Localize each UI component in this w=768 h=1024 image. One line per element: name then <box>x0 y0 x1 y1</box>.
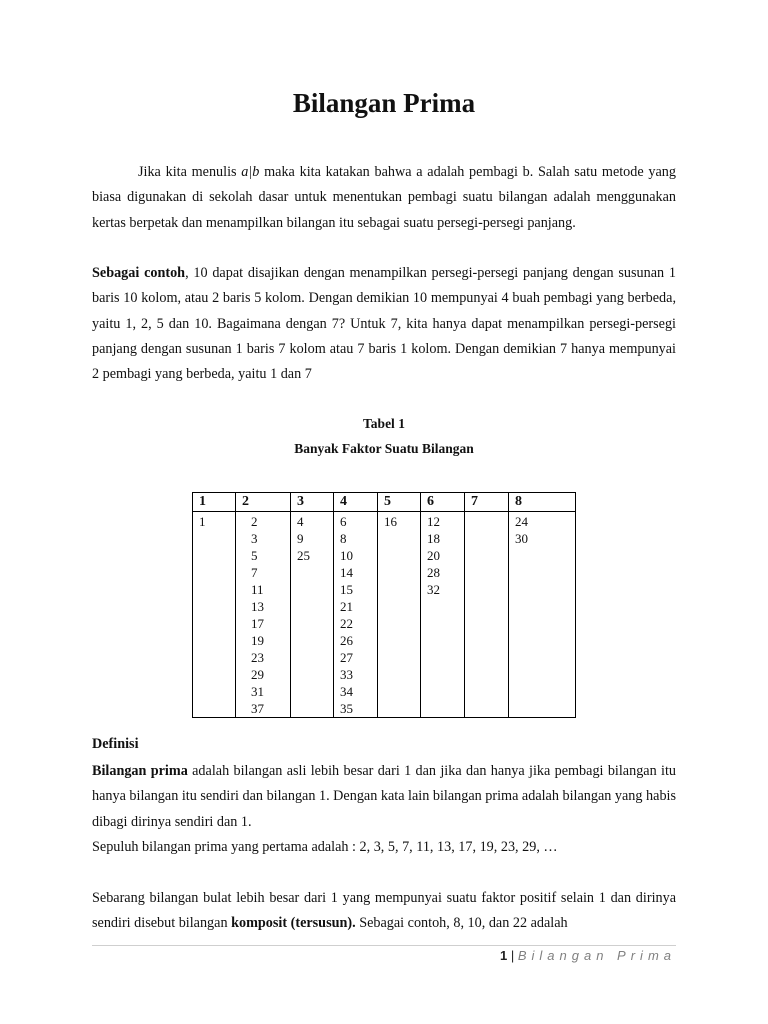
table-cell-value: 26 <box>340 633 353 648</box>
table-cell-value: 14 <box>340 565 353 580</box>
table-header-cell: 2 <box>236 493 291 512</box>
definition-heading: Definisi <box>92 736 139 752</box>
table-cell-value: 24 <box>515 514 528 529</box>
table-cell-value: 1 <box>199 514 206 529</box>
table-cell-value: 17 <box>251 616 264 631</box>
definition-term: Bilangan prima <box>92 763 188 779</box>
table-column-cell <box>291 512 334 718</box>
table-cell-value: 16 <box>384 514 397 529</box>
table-cell-value: 10 <box>340 548 353 563</box>
divides-notation: a|b <box>241 164 260 180</box>
table-cell-value: 11 <box>251 582 264 597</box>
table-column-cell <box>465 512 509 718</box>
page-footer <box>500 948 676 963</box>
table-cell-value: 32 <box>427 582 440 597</box>
page-number: 1 <box>500 948 508 963</box>
table-header-row <box>193 493 576 512</box>
factor-count-table <box>192 492 576 718</box>
table-cell-value: 33 <box>340 667 353 682</box>
example-text: , 10 dapat disajikan dengan menampilkan persegi-persegi panjang dengan susunan 1 baris 10 kolom, atau 2 baris 5 kolom. Dengan demikian 10 mempunyai 4 buah pembagi yang berbeda, yaitu 1, 2, 5 dan 10. Bagaimana dengan 7? Untuk 7, kita hanya dapat menampilkan persegi-persegi panjang dengan susunan 1 baris 7 kolom atau 7 baris 1 kolom. Dengan demikian 7 hanya mempunyai 2 pembagi yang berbeda, yaitu 1 dan 7 <box>92 265 676 383</box>
table-cell-value: 31 <box>251 684 264 699</box>
intro-paragraph <box>92 160 676 236</box>
footer-divider <box>92 945 676 946</box>
table-cell-value: 18 <box>427 531 440 546</box>
table-cell-value: 27 <box>340 650 353 665</box>
intro-lead: Jika kita menulis <box>138 164 242 180</box>
table-header-cell: 6 <box>421 493 465 512</box>
table-cell-value: 3 <box>251 531 258 546</box>
table-cell-value: 21 <box>340 599 353 614</box>
table-column-cell <box>193 512 236 718</box>
table-label: Tabel 1 <box>363 416 405 431</box>
table-column-cell <box>378 512 421 718</box>
table-cell-value: 6 <box>340 514 347 529</box>
table-cell-value: 30 <box>515 531 528 546</box>
intro-rest: maka kita katakan bahwa a adalah pembagi b. Salah satu metode yang biasa digunakan di sekolah dasar untuk menentukan pembagi suatu bilangan adalah menggunakan kertas berpetak dan menampilkan bilangan itu sebagai suatu persegi-persegi panjang. <box>92 164 676 231</box>
table-cell-value: 4 <box>297 514 304 529</box>
definition-paragraph <box>92 759 676 860</box>
composite-term: komposit (tersusun). <box>231 915 356 932</box>
table-column-cell <box>334 512 378 718</box>
table-cell-value: 34 <box>340 684 353 699</box>
table-cell-value: 19 <box>251 633 264 648</box>
table-cell-value: 7 <box>251 565 258 580</box>
table-cell-value: 8 <box>340 531 347 546</box>
table-header-cell: 1 <box>193 493 236 512</box>
table-column-cell <box>509 512 576 718</box>
table-header-cell: 8 <box>509 493 576 512</box>
table-cell-value: 29 <box>251 667 264 682</box>
table-cell-value: 15 <box>340 582 353 597</box>
table-cell-value: 35 <box>340 701 353 716</box>
composite-text-end: Sebagai contoh, 8, 10, dan 22 adalah <box>355 915 568 932</box>
table-cell-value: 2 <box>251 514 258 529</box>
table-cell-value: 12 <box>427 514 440 529</box>
table-cell-value: 37 <box>251 701 264 716</box>
table-header-cell: 3 <box>291 493 334 512</box>
table-header-cell: 4 <box>334 493 378 512</box>
composite-text-start: Sebarang bilangan bulat lebih besar dari 1 yang mempunyai suatu faktor positif selain 1 dan dirinya sendiri disebut bilangan <box>92 890 676 932</box>
composite-paragraph <box>92 886 676 937</box>
table-cell-value: 25 <box>297 548 310 563</box>
table-cell-value: 20 <box>427 548 440 563</box>
table-column-cell <box>236 512 291 718</box>
definition-text: adalah bilangan asli lebih besar dari 1 dan jika dan hanya jika pembagi bilangan itu hanya bilangan itu sendiri dan bilangan 1. Dengan kata lain bilangan prima adalah bilangan yang habis dibagi dirinya sendiri dan 1. <box>92 763 676 830</box>
table-column-cell <box>421 512 465 718</box>
table-caption: Banyak Faktor Suatu Bilangan <box>294 441 474 456</box>
table-cell-value: 9 <box>297 531 304 546</box>
table-cell-value: 28 <box>427 565 440 580</box>
page-title: Bilangan Prima <box>292 88 476 118</box>
example-paragraph <box>92 261 676 387</box>
table-header-cell: 5 <box>378 493 421 512</box>
example-lead: Sebagai contoh <box>92 265 186 281</box>
footer-separator: | <box>507 948 518 963</box>
table-cell-value: 13 <box>251 599 264 614</box>
table-cell-value: 22 <box>340 616 353 631</box>
running-title: Bilangan Prima <box>517 948 676 963</box>
table-row <box>193 512 576 718</box>
table-cell-value: 23 <box>251 650 264 665</box>
first-primes-line: Sepuluh bilangan prima yang pertama adalah : 2, 3, 5, 7, 11, 13, 17, 19, 23, 29, … <box>92 838 558 855</box>
table-cell-value: 5 <box>251 548 258 563</box>
table-header-cell: 7 <box>465 493 509 512</box>
